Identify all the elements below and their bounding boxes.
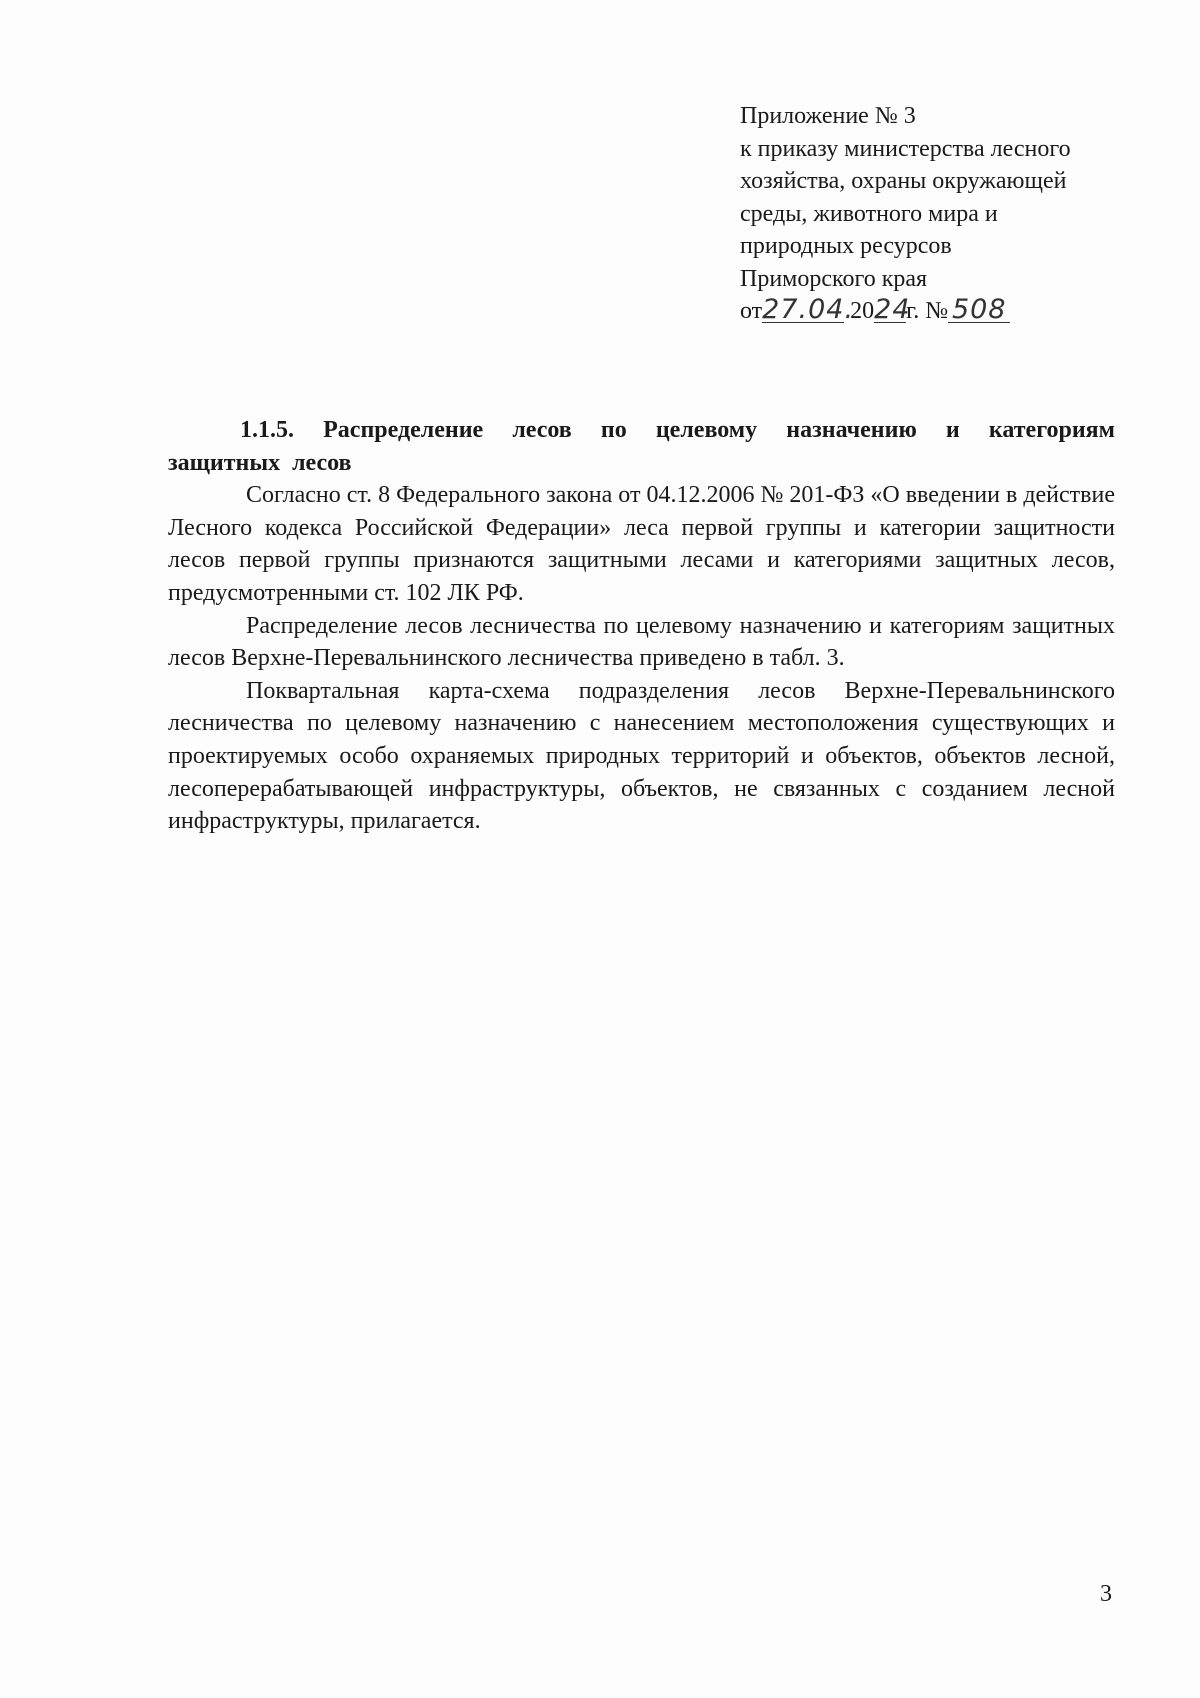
paragraph: Распределение лесов лесничества по целевому назначению и категориям защитных лесов Верхне-Перевальнинского лесничества приведено в табл. 3.	[168, 612, 1115, 672]
section-content	[168, 414, 1115, 838]
appendix-line: к приказу министерства лесного	[740, 135, 1071, 162]
section-heading: 1.1.5. Распределение лесов по целевому назначению и категориям защитных лесов	[168, 417, 1115, 476]
handwritten-date: 27.04.	[762, 294, 855, 325]
appendix-line: среды, животного мира и	[740, 200, 998, 227]
order-date-line	[740, 295, 1140, 328]
appendix-line: природных ресурсов	[740, 233, 952, 259]
appendix-line: хозяйства, охраны окружающей	[740, 168, 1067, 194]
appendix-header	[740, 100, 1140, 328]
date-prefix: от	[740, 298, 763, 324]
handwritten-order-number: 508	[948, 298, 1010, 323]
page-number: 3	[1100, 1581, 1112, 1607]
paragraph: Поквартальная карта-схема подразделения лесов Верхне-Перевальнинского лесничества по целевому назначению с нанесением местоположения существующих и проектируемых особо охраняемых природных территорий и объектов, объектов лесной, лесоперерабатывающей инфраструктуры, объектов, не связанных с созданием лесной инфраструктуры, прилагается.	[168, 677, 1115, 835]
paragraph: Согласно ст. 8 Федерального закона от 04.12.2006 № 201-ФЗ «О введении в действие Лесного кодекса Российской Федерации» леса первой группы и категории защитности лесов первой группы признаются защитными лесами и категориями защитных лесов, предусмотренными ст. 102 ЛК РФ.	[168, 482, 1115, 606]
appendix-line: Приморского края	[740, 265, 928, 292]
appendix-line: Приложение № 3	[740, 103, 916, 129]
handwritten-year: 24	[874, 294, 911, 325]
year-suffix: г. №	[906, 298, 949, 324]
year-prefix: 20	[850, 298, 875, 324]
